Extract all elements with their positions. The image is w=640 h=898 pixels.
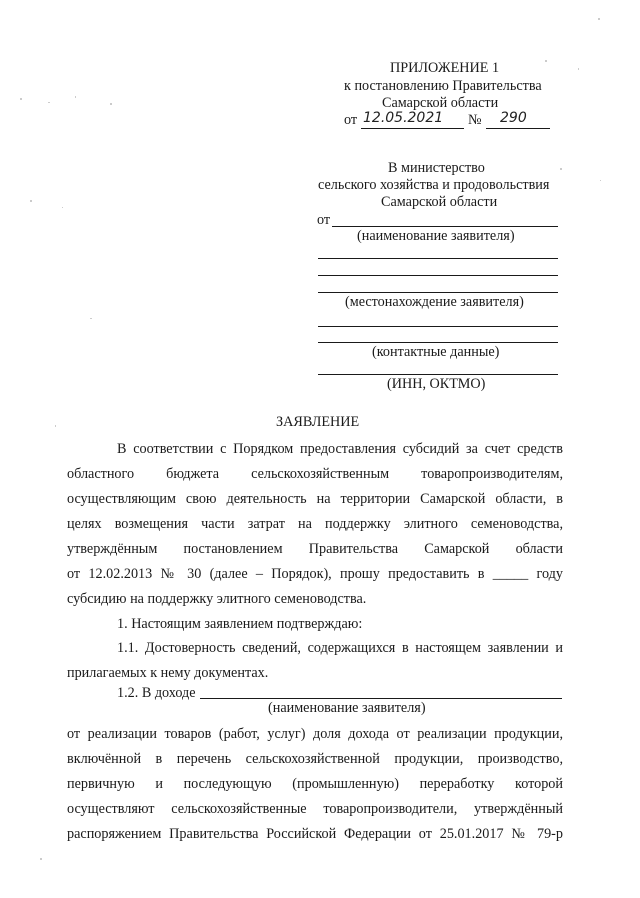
addressee-line1: В министерство (388, 160, 485, 176)
paragraph-line: 1. Настоящим заявлением подтверждаю: (117, 616, 363, 632)
number-value: 290 (500, 110, 527, 126)
blank-line (318, 258, 558, 259)
paragraph-line: осуществляют сельскохозяйственные товаропроизводители, утверждённый (67, 801, 563, 817)
paragraph-line: 1.1. Достоверность сведений, содержащихся в настоящем заявлении и (117, 640, 563, 656)
paragraph-line: В соответствии с Порядком предоставления субсидий за счет средств (117, 441, 563, 457)
income-applicant-field (200, 698, 562, 699)
income-applicant-caption: (наименование заявителя) (268, 700, 426, 716)
blank-line (318, 275, 558, 276)
paragraph-line: прилагаемых к нему документах. (67, 665, 269, 681)
paragraph-1 (67, 437, 563, 612)
document-title: ЗАЯВЛЕНИЕ (276, 414, 360, 430)
appendix-line3: Самарской области (382, 95, 499, 111)
blank-line (318, 326, 558, 327)
appendix-line2: к постановлению Правительства (344, 78, 542, 94)
item-1-2-label: 1.2. В доходе (117, 685, 196, 701)
paragraph-line: областного бюджета сельскохозяйственным товаропроизводителям, (67, 466, 563, 482)
paragraph-line: от реализации товаров (работ, услуг) доля дохода от реализации продукции, (67, 726, 563, 742)
paragraph-line: субсидию на поддержку элитного семеноводства. (67, 591, 367, 607)
applicant-name-field (332, 226, 558, 227)
paragraph-line: целях возмещения части затрат на поддержку элитного семеноводства, (67, 516, 563, 532)
paragraph-line: распоряжением Правительства Российской Федерации от 25.01.2017 № 79-р (67, 826, 563, 842)
date-prefix: от (344, 112, 358, 128)
applicant-name-caption: (наименование заявителя) (357, 228, 515, 244)
inn-field (318, 374, 558, 375)
addressee-line3: Самарской области (381, 194, 498, 210)
location-caption: (местонахождение заявителя) (345, 294, 524, 310)
inn-caption: (ИНН, ОКТМО) (387, 376, 486, 392)
paragraph-2 (67, 612, 563, 637)
paragraph-line: утверждённым постановлением Правительства Самарской области (67, 541, 563, 557)
paragraph-5 (67, 722, 563, 847)
paragraph-line: первичную и последующую (промышленную) переработку которой (67, 776, 563, 792)
appendix-title: ПРИЛОЖЕНИЕ 1 (390, 60, 500, 76)
contacts-caption: (контактные данные) (372, 344, 500, 360)
paragraph-line: осуществляющим свою деятельность на территории Самарской области, в (67, 491, 563, 507)
from-label: от (317, 212, 331, 228)
paragraph-line: от 12.02.2013 № 30 (далее – Порядок), прошу предоставить в _____ году (67, 566, 563, 582)
location-field (318, 292, 558, 293)
paragraph-line: включённой в перечень сельскохозяйственной продукции, производство, (67, 751, 563, 767)
date-value: 12.05.2021 (363, 110, 444, 126)
paragraph-3 (67, 636, 563, 686)
contacts-field (318, 342, 558, 343)
number-prefix: № (468, 112, 482, 128)
addressee-line2: сельского хозяйства и продовольствия (318, 177, 550, 193)
